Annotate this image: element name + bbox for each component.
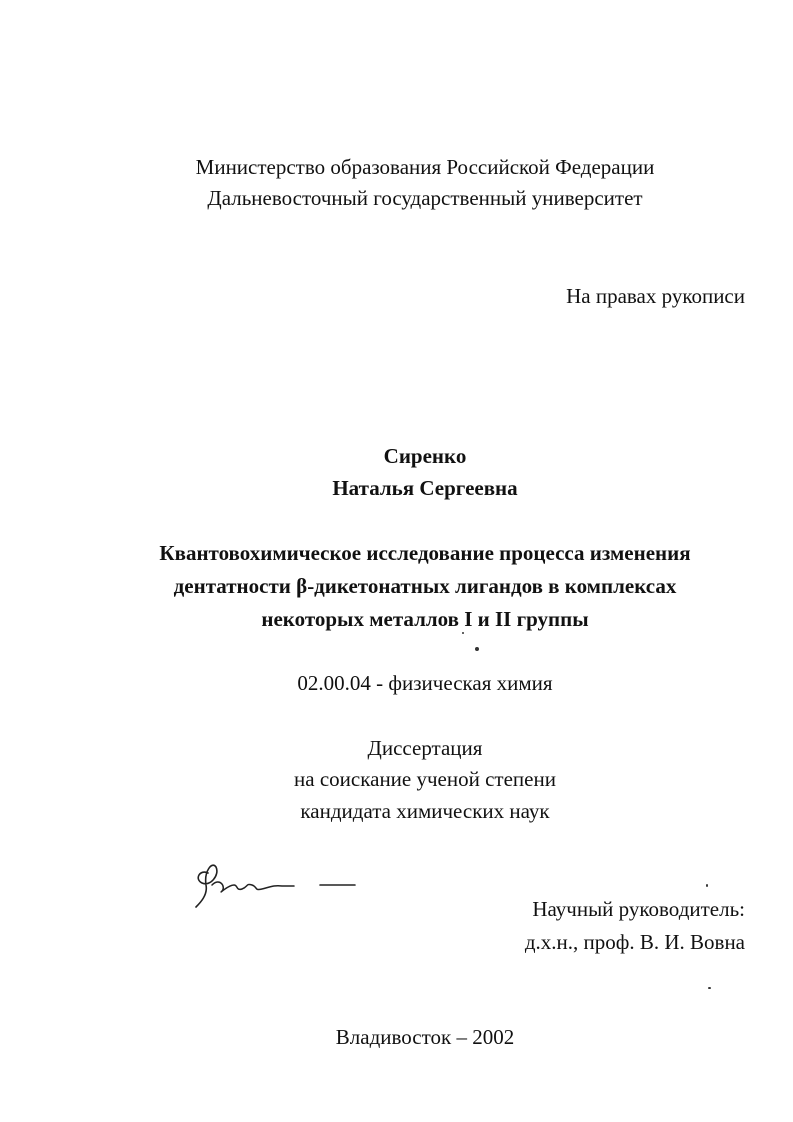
author-name: Наталья Сергеевна xyxy=(332,476,518,500)
author-signature xyxy=(190,855,370,915)
footer-city-year: Владивосток – 2002 xyxy=(335,1025,515,1049)
title-line-1: Квантовохимическое исследование процесса изменения xyxy=(159,541,691,565)
thesis-degree: кандидата химических наук xyxy=(300,799,550,823)
supervisor-label: Научный руководитель: xyxy=(532,897,745,921)
title-line-3: некоторых металлов I и II группы xyxy=(261,607,589,631)
thesis-purpose: на соискание ученой степени xyxy=(294,767,556,791)
rights-notice: На правах рукописи xyxy=(566,284,745,308)
scan-speck xyxy=(475,647,479,651)
scan-speck xyxy=(462,632,464,634)
scan-speck xyxy=(708,987,711,989)
supervisor-name: д.х.н., проф. В. И. Вовна xyxy=(524,930,745,954)
scan-speck xyxy=(706,884,708,887)
ministry-line: Министерство образования Российской Федерации xyxy=(195,155,655,179)
university-line: Дальневосточный государственный университет xyxy=(207,186,643,210)
specialty-line: 02.00.04 - физическая химия xyxy=(297,671,553,695)
thesis-type: Диссертация xyxy=(367,736,483,760)
author-surname: Сиренко xyxy=(383,444,467,468)
title-line-2: дентатности β-дикетонатных лигандов в комплексах xyxy=(173,574,677,598)
